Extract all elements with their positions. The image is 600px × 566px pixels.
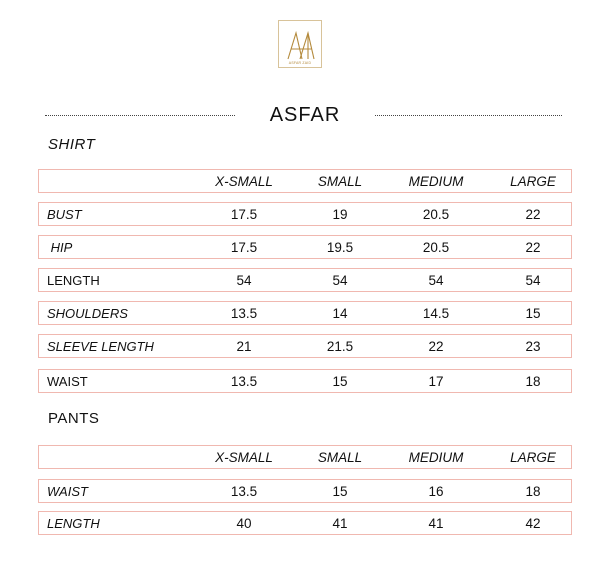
value-xsmall: 13.5 [230,373,258,389]
row-label: LENGTH [47,515,100,531]
value-medium: 17 [428,373,444,389]
pants-col-medium: MEDIUM [408,449,464,465]
row-label: BUST [47,206,82,222]
page-title: ASFAR [269,104,341,126]
value-medium: 20.5 [422,206,450,222]
shirt-heading: SHIRT [48,136,96,153]
value-xsmall: 17.5 [230,206,258,222]
row-label: SHOULDERS [47,305,128,321]
pants-row-waist [38,479,572,503]
value-small: 41 [332,515,348,531]
pants-col-small: SMALL [317,449,363,465]
pants-row-length [38,511,572,535]
row-label: HIP [47,239,73,255]
shirt-row-hip [38,235,572,259]
value-xsmall: 54 [236,272,252,288]
row-label: WAIST [47,483,88,499]
title-row [0,104,600,128]
pants-heading: PANTS [48,410,100,427]
row-label: WAIST [47,373,88,389]
shirt-col-medium: MEDIUM [408,173,464,189]
value-small: 54 [332,272,348,288]
value-large: 22 [525,239,541,255]
shirt-col-large: LARGE [510,173,556,189]
value-medium: 41 [428,515,444,531]
value-medium: 14.5 [422,305,450,321]
value-medium: 22 [428,338,444,354]
value-xsmall: 40 [236,515,252,531]
value-medium: 20.5 [422,239,450,255]
value-small: 19 [332,206,348,222]
shirt-col-xsmall: X-SMALL [215,173,273,189]
value-small: 19.5 [326,239,354,255]
pants-header-row [38,445,572,469]
value-medium: 16 [428,483,444,499]
value-small: 14 [332,305,348,321]
title-divider-left [45,115,235,116]
value-xsmall: 17.5 [230,239,258,255]
value-small: 21.5 [326,338,354,354]
value-large: 18 [525,483,541,499]
shirt-row-length [38,268,572,292]
value-large: 18 [525,373,541,389]
value-small: 15 [332,483,348,499]
value-large: 42 [525,515,541,531]
shirt-row-waist [38,369,572,393]
value-large: 23 [525,338,541,354]
brand-logo [278,20,322,68]
value-xsmall: 13.5 [230,483,258,499]
value-xsmall: 13.5 [230,305,258,321]
value-small: 15 [332,373,348,389]
pants-col-xsmall: X-SMALL [215,449,273,465]
shirt-row-sleeve-length [38,334,572,358]
value-large: 15 [525,305,541,321]
value-xsmall: 21 [236,338,252,354]
shirt-row-shoulders [38,301,572,325]
shirt-header-row [38,169,572,193]
value-large: 54 [525,272,541,288]
row-label: SLEEVE LENGTH [47,338,154,354]
pants-col-large: LARGE [510,449,556,465]
value-medium: 54 [428,272,444,288]
title-divider-right [375,115,562,116]
logo-subtext: ASFAR ZAID [288,61,312,65]
row-label: LENGTH [47,272,100,288]
shirt-col-small: SMALL [317,173,363,189]
shirt-row-bust [38,202,572,226]
value-large: 22 [525,206,541,222]
